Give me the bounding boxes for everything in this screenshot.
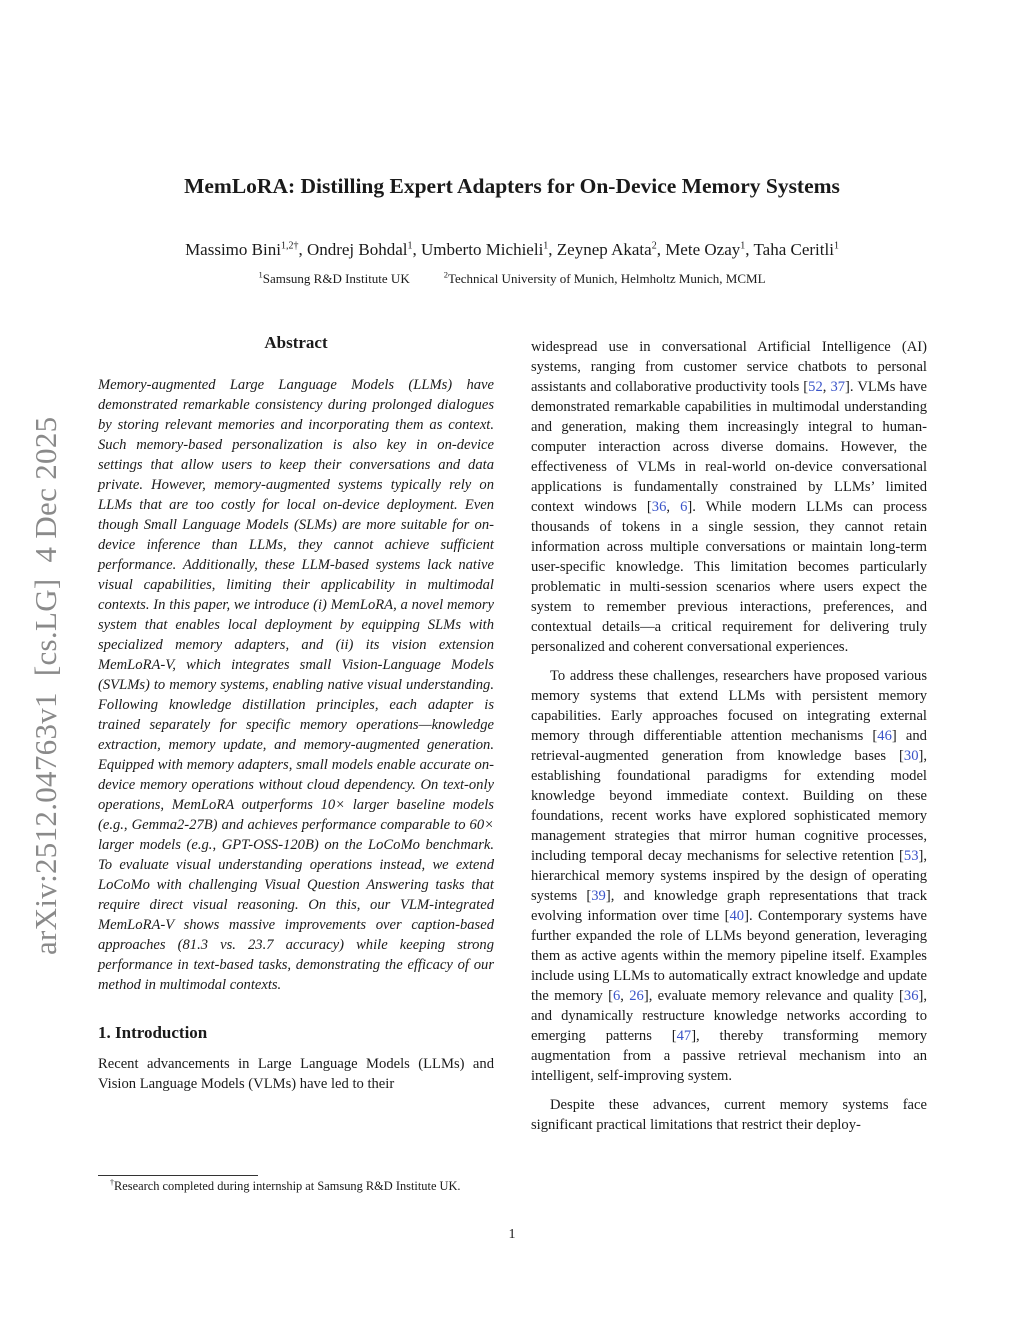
- arxiv-id: arXiv:2512.04763v1: [28, 692, 63, 955]
- citation-link[interactable]: 36: [903, 988, 919, 1004]
- body-paragraph: [531, 666, 927, 1086]
- footnote-rule: [98, 1175, 258, 1176]
- paragraph-text: ], and knowledge graph representations that track evolving information over time [: [531, 888, 927, 924]
- author: Zeynep Akata$^2$: [556, 240, 657, 259]
- section-heading-introduction: 1. Introduction: [98, 1023, 208, 1042]
- arxiv-date: 4 Dec 2025: [28, 416, 63, 563]
- paragraph-text: ]. While modern LLMs can process thousands of tokens in a single session, they cannot retain information across multiple conversations or maintain long-term user-specific knowledge. This limitation becomes particularly problematic in multi-session scenarios where users expect the system to remember previous interactions, preferences, and contextual details—a critical requirement for delivering truly personalized and coherent conversational experiences.: [531, 499, 927, 655]
- affiliations: [0, 270, 1024, 287]
- author: Umberto Michieli$^1$: [421, 240, 549, 259]
- paragraph-text: ], establishing foundational paradigms for extending model knowledge beyond immediate context. Building on these foundations, recent works have explored sophisticated memory management strategies that mirror human cognitive processes, including temporal decay mechanisms for selective retention [: [531, 748, 927, 864]
- paragraph-text: ], evaluate memory relevance and quality [: [643, 988, 904, 1004]
- paragraph-text: widespread use in conversational Artificial Intelligence (AI) systems, ranging from customer service chatbots to personal assistants and collaborative productivity tools [: [531, 339, 927, 395]
- citation-link[interactable]: 26: [629, 988, 644, 1004]
- body-paragraph: [531, 337, 927, 657]
- citation-link[interactable]: 6: [680, 499, 688, 515]
- footnote: †Research completed during internship at Samsung R&D Institute UK.: [110, 1178, 461, 1194]
- author: Taha Ceritli$^1$: [753, 240, 839, 259]
- citation-link[interactable]: 37: [830, 379, 846, 395]
- paragraph-text: ], thereby transforming memory augmentation from a passive retrieval mechanism into an intelligent, self-improving system.: [531, 1028, 928, 1084]
- citation-link[interactable]: 6: [612, 988, 621, 1004]
- citation-link[interactable]: 36: [651, 499, 667, 515]
- author: Mete Ozay$^1$: [665, 240, 746, 259]
- paragraph-text: ], hierarchical memory systems inspired by the design of operating systems [: [531, 848, 927, 904]
- citation-link[interactable]: 39: [591, 888, 606, 904]
- affiliation: $^1$Samsung R&D Institute UK: [258, 270, 410, 287]
- citation-link[interactable]: 53: [903, 848, 919, 864]
- citation-link[interactable]: 40: [729, 908, 745, 924]
- page-number: 1: [508, 1227, 516, 1242]
- paragraph-text: ] and retrieval-augmented generation from knowledge bases [: [531, 728, 927, 764]
- paragraph-text: ,: [666, 499, 681, 515]
- author-list: Massimo Bini$^{1,2\dagger}$, Ondrej Bohdal$^1$, Umberto Michieli$^1$, Zeynep Akata$^2$, Mete Ozay$^1$, Taha Ceritli$^1$: [185, 240, 839, 259]
- paragraph-text: ,: [620, 988, 630, 1004]
- paragraph-text: ]. Contemporary systems have further expanded the role of LLMs beyond generation, leveraging them as active agents within the memory pipeline itself. Examples include using LLMs to automatically extract knowledge and update the memory [: [531, 908, 927, 1004]
- affiliation: $^2$Technical University of Munich, Helmholtz Munich, MCML: [443, 270, 766, 287]
- paragraph-text: ,: [822, 379, 831, 395]
- citation-link[interactable]: 30: [903, 748, 919, 764]
- left-column: [98, 333, 494, 1094]
- paragraph-text: ], and dynamically restructure knowledge networks according to emerging patterns [: [531, 988, 927, 1044]
- arxiv-category: [cs.LG]: [28, 578, 63, 677]
- intro-paragraph: Recent advancements in Large Language Models (LLMs) and Vision Language Models (VLMs) have led to their: [98, 1056, 494, 1092]
- citation-link[interactable]: 46: [877, 728, 892, 744]
- citation-link[interactable]: 52: [808, 379, 823, 395]
- paragraph-text: ]. VLMs have demonstrated remarkable capabilities in multimodal understanding and generation, making them increasingly integral to human-computer interaction across diverse domains. However, the effectiveness of VLMs in real-world on-device conversational applications is fundamentally constrained by LLMs’ limited context windows [: [531, 379, 928, 515]
- abstract-text: Memory-augmented Large Language Models (LLMs) have demonstrated remarkable consistency during prolonged dialogues by storing relevant memories and incorporating them as context. Such memory-based personalization is also key in on-device settings that allow users to keep their conversations and data private. However, memory-augmented systems typically rely on LLMs that are too costly for local on-device deployment. Even though Small Language Models (SLMs) are more suitable for on-device inference than LLMs, they cannot achieve sufficient performance. Additionally, these LLM-based systems lack native visual capabilities, limiting their applicability in multimodal contexts. In this paper, we introduce (i) MemLoRA, a novel memory system that enables local deployment by equipping SLMs with specialized memory adapters, and (ii) its vision extension MemLoRA-V, which integrates small Vision-Language Models (SVLMs) to memory systems, enabling native visual understanding. Following knowledge distillation principles, each adapter is trained separately for specific memory operations—knowledge extraction, memory update, and memory-augmented generation. Equipped with memory adapters, small models enable accurate on-device memory operations without cloud dependency. On text-only operations, MemLoRA outperforms 10× larger baseline models (e.g., Gemma2-27B) and achieves performance comparable to 60× larger models (e.g., GPT-OSS-120B) on the LoCoMo benchmark. To evaluate visual understanding operations instead, we extend LoCoMo with challenging Visual Question Answering tasks that require direct visual reasoning. On this, our VLM-integrated MemLoRA-V shows massive improvements over caption-based approaches (81.3 vs. 23.7 accuracy) while keeping strong performance in text-based tasks, demonstrating the efficacy of our method in multimodal contexts.: [98, 377, 494, 993]
- abstract-heading: Abstract: [264, 333, 328, 352]
- paper-title: MemLoRA: Distilling Expert Adapters for On-Device Memory Systems: [184, 174, 840, 198]
- citation-link[interactable]: 47: [676, 1028, 692, 1044]
- right-column: [531, 337, 927, 1135]
- arxiv-stamp: [28, 401, 64, 955]
- body-paragraph: [531, 1095, 927, 1135]
- author: Massimo Bini$^{1,2\dagger}$: [185, 240, 299, 259]
- paragraph-text: To address these challenges, researchers have proposed various memory systems that extend LLMs with persistent memory capabilities. Early approaches focused on integrating external memory through differentiable attention mechanisms [: [531, 668, 927, 744]
- author: Ondrej Bohdal$^1$: [306, 240, 413, 259]
- paragraph-text: Despite these advances, current memory systems face significant practical limitations that restrict their deploy-: [531, 1097, 927, 1133]
